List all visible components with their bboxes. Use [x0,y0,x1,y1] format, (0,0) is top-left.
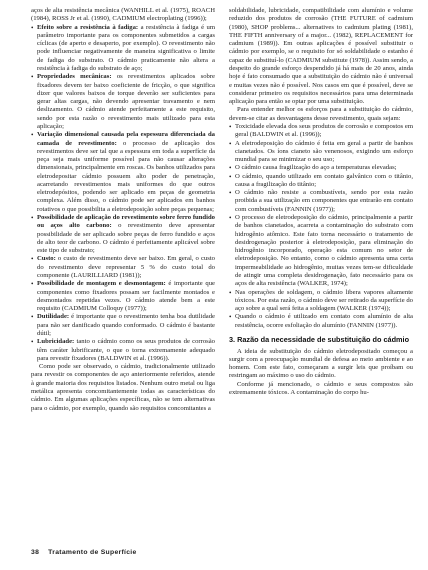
list-item-title: Custo: [37,255,56,263]
list-item [229,289,413,314]
list-item-text: o revestimento deve apresentar possibilidade de ser aplicado sobre peças de ferro fundido e aços de alto teor de carbono. O cádmio é perfeitamente aplicável sobre este tipo de substrato; [37,222,215,255]
section-paragraph: Conforme já mencionado, o cádmio e seus compostos são extremamente tóxicos. A contaminação do corpo hu- [229,380,413,396]
list-item [229,214,413,289]
list-item-text: A eletrodeposição do cádmio é feita em geral a partir de banhos cianetados. Os íons cianeto são venenosos, exigindo um esforço mundial para se minimizar o seu uso; [235,139,413,164]
list-item [229,313,413,330]
bullet-icon: • [31,23,34,32]
list-item [31,313,215,338]
list-item-text: Toxicidade elevada dos seus produtos de corrosão e compostos em geral (BALDWIN et al. (1996)); [235,122,413,139]
bullet-icon: • [31,280,34,289]
bullet-icon: • [31,313,34,322]
list-item-title: Lubricidade: [37,338,75,346]
list-item-text: O cádmio, quando utilizado em contato galvânico com o titânio, causa a fragilização do titânio; [235,172,413,188]
list-item-text: o processo de aplicação dos revestimentos deve ser tal que a espessura em toda a superfície da peça seja mais uniforme possível para não causar alterações dimensionais, principalmente em roscas. Os banhos utilizados para eletrodepositar cádmio possuem alto poder de penetração, acarretando revestimentos mais uniformes do que outros eletrodepósitos, podendo ser aplicado em peças de geometria complexa. Além disso, o cádmio pode ser aplicados em banhos rotativos o que possibilita a eletrodeposição sobre peças pequenas; [37,139,215,213]
section-heading [229,336,413,345]
list-item [31,214,215,255]
list-item-text: é importante que o revestimento tenha boa dutilidade para não ser danificado quando conformado. O cádmio é bastante dútil; [37,313,215,337]
list-item [31,280,215,313]
continued-paragraph: soldabilidade, lubricidade, compatibilidade com alumínio e volume reduzido dos produtos de corrosão (THE FUTURE of cadmium (1980), SHOP problems... alternatives to cadmium plating (1981), THE FIFTH anniversary of a major... (1982), REPLACEMENT for cadmium (1989)). Em outras aplicações é possível substituir o cádmio por exemplo, se o requisito for só soldabilidade o estanho é capaz de substituí-lo (CADMIUM substitute (1978)). Assim sendo, a despeito do grande esforço despendido já há mais de 20 anos, ainda hoje é fato consumado que a substituição do cádmio não é universal e muitas vezes não é possível. Nos casos em que é possível, deve se considerar primeiro os requisitos necessários para uma determinada aplicação para então se optar por uma substituição. [229,7,413,106]
journal-title: Tratamento de Superfície [48,549,137,556]
list-item-title: Dutilidade: [37,313,70,321]
right-column [229,7,413,397]
list-item [31,338,215,363]
page-footer [31,549,137,556]
list-item-text: os revestimentos aplicados sobre fixadores devem ter baixo coeficiente de fricção, o que significa dizer que valores baixos de torque deverão ser suficientes para gerar altas cargas, não devendo apresentar travamento e nem deslizamento. O cádmio atende perfeitamente a este requisito, sendo por esta razão o revestimento mais utilizado para esta aplicação; [37,73,215,130]
list-item-text: O cádmio não resiste a combustíveis, sendo por esta razão proibida a sua utilização em componentes que entrarão em contato com combustíveis (FANNIN (1977)); [235,189,413,213]
bullet-icon: • [229,189,232,198]
bullet-icon: • [31,255,34,264]
section-title: Razão da necessidade de substituição do cádmio [237,334,410,344]
list-item-text: Quando o cádmio é utilizado em contato com alumínio de alta resistência, ocorre esfoliação do alumínio (FANNIN (1977)). [235,313,413,329]
bullet-icon: • [229,164,232,173]
bullet-icon: • [229,214,232,223]
bullet-icon: • [31,73,34,82]
section-number: 3. [229,334,236,344]
bullet-icon: • [31,214,34,223]
requirements-list [31,24,215,364]
list-item [229,189,413,214]
list-item [229,173,413,190]
list-item [31,131,215,214]
bullet-icon: • [31,131,34,140]
list-item [31,73,215,131]
disadvantages-list [229,123,413,330]
section-paragraph: A ideia de substituição do cádmio eletrodepositado começou a surgir com a preocupação mundial de defesa ao meio ambiente e ao homem. Com este fato, começaram a surgir leis que proíbam ou restringam ao máximo o uso do cádmio. [229,347,413,380]
disadvantages-intro: Para entender melhor os esforços para a substituição do cádmio, devem-se citar as desvantagens desse revestimento, quais sejam: [229,106,413,122]
page-number: 38 [31,549,40,556]
list-item-text: o custo de revestimento deve ser baixo. Em geral, o custo do revestimento deve representar 5 % do custo total do componente (LAURILLIARD (1981)); [37,255,215,279]
bullet-icon: • [31,338,34,347]
list-item-title: Propriedades mecânicas: [37,73,112,81]
list-item-text: a resistência à fadiga é um parâmetro importante para os componentes submetidos a cargas cíclicas (de aperto e desaperto, por exemplo). O revestimento não pode influenciar negativamente de maneira significativa o limite de fadiga do substrato. O cádmio praticamente não altera a resistência à fadiga do substrato de aço; [37,23,215,72]
list-item [229,140,413,165]
bullet-icon: • [229,313,232,322]
closing-paragraph: Como pode ser observado, o cádmio, tradicionalmente utilizado para revestir os componentes de aço anteriormente referidos, atende à grande maioria dos requisitos listados. Nenhum outro metal ou liga metálica apresenta concomitantemente todas as características do cádmio. Em algumas aplicações específicas, não se tem alternativas para o cádmio, por exemplo, quando são requisitos concomitantes a [31,363,215,412]
list-item-text: Nas operações de soldagem, o cádmio libera vapores altamente tóxicos. Por esta razão, o cádmio deve ser retirado da superfície do aço sobre a qual será feita a soldagem (WALKER (1974)); [235,288,413,313]
bullet-icon: • [229,172,232,181]
list-item [229,164,413,172]
intro-continuation: aços de alta resistência mecânica (WANHILL et al. (1975), ROACH (1984), ROSS Jr et al. (1990), CADMIUM electroplating (1996)); [31,7,215,23]
list-item-title: Variação dimensional causada pela espessura diferenciada da camada de revestimento: [37,131,215,147]
list-item-text: tanto o cádmio como os seus produtos de corrosão têm caráter lubrificante, o que o torna extremamente adequado para revestir fixadores (BALDWIN et al. (1996)). [37,338,215,362]
list-item [229,123,413,140]
bullet-icon: • [229,288,232,297]
list-item-title: Possibilidade de aplicação do revestimento sobre ferro fundido ou aços alto carbono: [37,214,215,230]
list-item [31,24,215,74]
list-item-text: O processo de eletrodeposição do cádmio, principalmente a partir de banhos cianetados, acarreta a contaminação do substrato com hidrogênio atômico. Este fato torna necessário o tratamento de desidrogenação posterior à eletrodeposição, para eliminação do hidrogênio incorporado, operação esta comum no setor de eletrodeposição. No entanto, como o cádmio apresenta uma certa impermeabilidade ao hidrogênio, muitas vezes tem-se dificuldade de atingir uma completa desidrogenação, fato necessário para os aços de alta resistência (WALKER, 1974); [235,214,413,288]
bullet-icon: • [229,122,232,131]
bullet-icon: • [229,139,232,148]
list-item-text: é importante que componentes como fixadores possam ser facilmente montados e desmontados repetidas vezes. O cádmio atende bem a este requisito (CADMIUM Colloquy (1977)); [37,280,215,313]
list-item [31,255,215,280]
list-item-text: O cádmio causa fragilização do aço a temperaturas elevadas; [235,164,397,172]
list-item-title: Efeito sobre a resistência à fadiga: [37,23,139,31]
list-item-title: Possibilidade de montagem e desmontagem: [37,280,166,288]
left-column [31,7,215,413]
